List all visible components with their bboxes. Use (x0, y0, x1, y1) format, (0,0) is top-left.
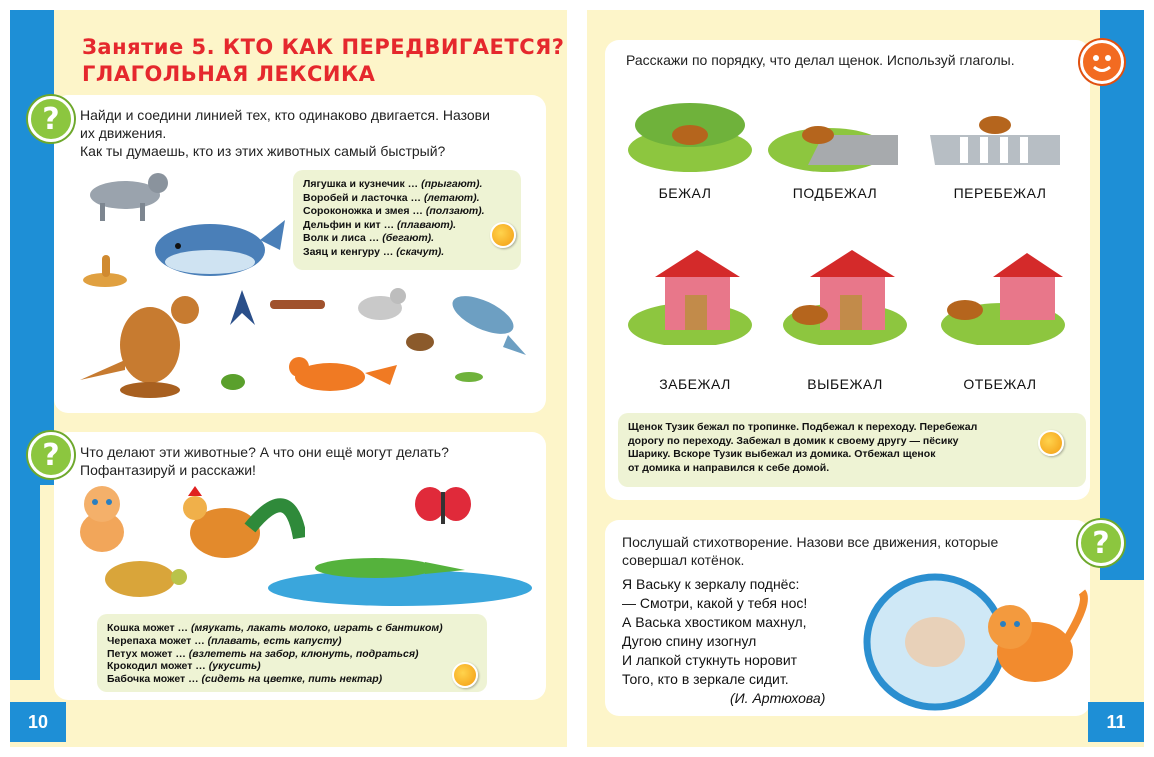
turtle-illustration (95, 553, 190, 603)
hint-line: Заяц и кенгуру … (скачут). (303, 245, 445, 258)
question-icon: ? (28, 96, 74, 142)
hint-line: Черепаха может … (плавать, есть капусту) (107, 634, 342, 647)
hint-line: Петух может … (взлететь на забор, клюнуть, подраться) (107, 647, 419, 660)
verb-label: БЕЖАЛ (658, 185, 712, 201)
poem-author: (И. Артюхова) (730, 690, 826, 706)
crocodile-in-water-illustration (265, 540, 535, 608)
snake-illustration (80, 250, 130, 290)
left-blue-strip-lower (10, 480, 40, 680)
verb-label: ОТБЕЖАЛ (963, 376, 1037, 392)
frog-illustration (218, 370, 248, 392)
page-number-left: 10 (10, 702, 66, 742)
puppy-running-away-scene (935, 245, 1065, 345)
kitten-mirror-illustration (860, 572, 1090, 712)
lesson-title: Занятие 5. КТО КАК ПЕРЕДВИГАЕТСЯ? ГЛАГОЛЬНАЯ ЛЕКСИКА (82, 35, 565, 86)
hint-line: Бабочка может … (сидеть на цветке, пить нектар) (107, 673, 383, 686)
task1-hints (293, 170, 521, 270)
dolphin-illustration (448, 285, 528, 360)
smiley-icon (1080, 40, 1124, 84)
verb-label: ВЫБЕЖАЛ (807, 376, 883, 392)
hare-illustration (350, 280, 410, 325)
whale-illustration (150, 210, 290, 280)
kitten-illustration (70, 482, 135, 557)
fox-illustration (285, 345, 400, 400)
question-icon: ? (28, 432, 74, 478)
orange-icon (490, 222, 516, 248)
orange-icon (452, 662, 478, 688)
page-number-right: 11 (1088, 702, 1144, 742)
puppy-crossing-road-scene (930, 95, 1060, 195)
hint-line: Воробей и ласточка … (летают). (303, 191, 480, 204)
poem-instruction: Послушай стихотворение. Назови все движения, которые совершал котёнок. (622, 534, 999, 568)
puppy-near-crosswalk-scene (768, 95, 898, 195)
hint-line: Сороконожка и змея … (ползают). (303, 205, 485, 217)
centipede-illustration (265, 290, 330, 320)
verb-label: ПОДБЕЖАЛ (792, 185, 878, 201)
verb-label: ЗАБЕЖАЛ (659, 376, 731, 392)
left-blue-strip (10, 10, 54, 485)
puppy-entering-house-scene (625, 245, 755, 345)
puppy-running-scene (625, 95, 755, 195)
task2-hints (97, 614, 487, 692)
hint-line: Волк и лиса … (бегают). (303, 232, 435, 244)
sparrow-illustration (400, 320, 440, 360)
story-hint: Щенок Тузик бежал по тропинке. Подбежал к переходу. Перебежал дорогу по переходу. Забежал в домик к своему другу — пёсику Шарику. Вскоре Тузик выбежал из домика. Отбежал щенок от домика и направился к себе домой. (618, 413, 1086, 487)
grasshopper-illustration (452, 365, 486, 389)
hint-line: Кошка может … (мяукать, лакать молоко, играть с бантиком) (107, 622, 443, 634)
puppy-leaving-house-scene (780, 245, 910, 345)
hint-line: Лягушка и кузнечик … (прыгают). (303, 178, 483, 190)
hint-line: Дельфин и кит … (плавают). (303, 218, 457, 231)
task3-instruction: Расскажи по порядку, что делал щенок. Используй глаголы. (626, 52, 1015, 68)
verb-label: ПЕРЕБЕЖАЛ (953, 185, 1047, 201)
task2-instruction: Что делают эти животные? А что они ещё могут делать? Пофантазируй и расскажи! (80, 444, 449, 478)
butterfly-illustration (412, 484, 474, 532)
hint-line: Крокодил может … (укусить) (107, 660, 261, 673)
swallow-illustration (220, 285, 265, 330)
orange-icon (1038, 430, 1064, 456)
task1-instruction: Найди и соедини линией тех, кто одинаково двигается. Назови их движения. Как ты думаешь, кто из этих животных самый быстрый? (80, 107, 490, 159)
question-icon: ? (1078, 520, 1124, 566)
kangaroo-illustration (75, 290, 210, 400)
right-blue-strip (1100, 10, 1144, 580)
poem-text: Я Ваську к зеркалу поднёс: — Смотри, какой у тебя нос! А Васька хвостиком махнул, Дугою спину изогнул И лапкой стукнуть норовит Того, кто в зеркале сидит. (622, 576, 808, 687)
